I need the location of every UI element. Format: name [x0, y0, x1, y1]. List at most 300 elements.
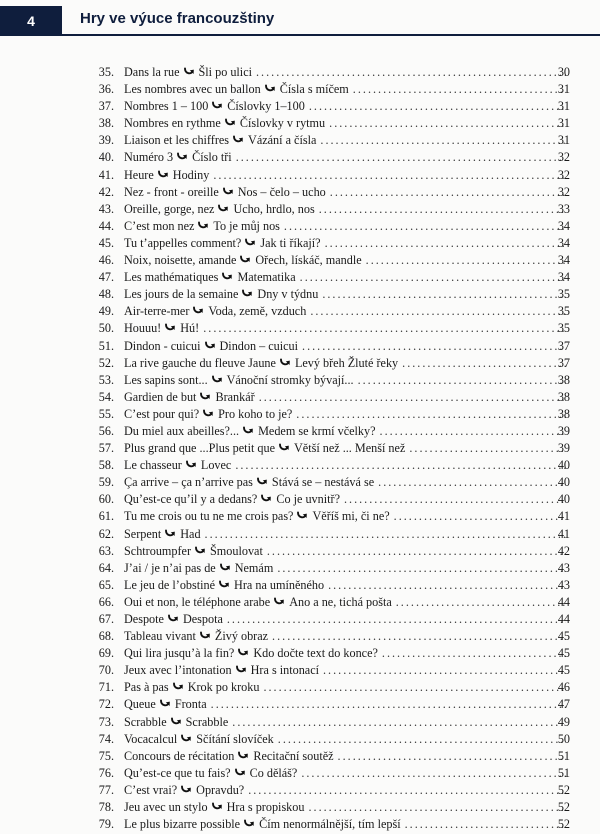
entry-french-title: Houuu! [124, 321, 162, 336]
curved-arrow-icon [280, 356, 291, 373]
entry-czech-title: Ucho, hrdlo, nos [233, 201, 315, 216]
curved-arrow-icon [212, 373, 223, 390]
curved-arrow-icon [223, 185, 234, 202]
entry-text [124, 491, 570, 508]
entry-czech-title: Hodiny [172, 167, 210, 182]
entry-text [124, 474, 570, 491]
entry-text [124, 406, 570, 423]
dot-leader [396, 594, 566, 611]
entry-text [124, 184, 570, 201]
entry-text [124, 98, 570, 115]
entry-czech-title: Čísla s míčem [279, 82, 349, 97]
entry-french-title: La rive gauche du fleuve Jaune [124, 355, 276, 370]
entry-number: 52. [98, 355, 114, 370]
entry-number: 60. [98, 492, 114, 507]
entry-text [124, 81, 570, 98]
curved-arrow-icon [181, 732, 192, 749]
dot-leader [328, 577, 566, 594]
entry-text [124, 338, 570, 355]
entry-french-title: Jeux avec l’intonation [124, 663, 232, 678]
entry-french-title: Air-terre-mer [124, 304, 190, 319]
entry-text [124, 269, 570, 286]
entry-number: 61. [98, 509, 114, 524]
entry-czech-title: Čím nenormálnější, tím lepší [259, 817, 401, 832]
toc-entry [0, 662, 600, 679]
dot-leader [277, 560, 566, 577]
entry-page-number: 42 [557, 543, 570, 558]
entry-czech-title: Hú! [180, 321, 200, 336]
entry-page-number: 52 [557, 782, 570, 797]
entry-french-title: Tu t’appelles comment? [124, 235, 242, 250]
entry-czech-title: Vázání a čísla [248, 133, 317, 148]
entry-french-title: Nombres 1 – 100 [124, 99, 209, 114]
toc-entry [0, 235, 600, 252]
curved-arrow-icon [235, 766, 246, 783]
entry-number: 39. [98, 133, 114, 148]
dot-leader [366, 252, 566, 269]
curved-arrow-icon [184, 65, 195, 82]
toc-entry [0, 184, 600, 201]
dot-leader [232, 714, 566, 731]
entry-french-title: Gardien de but [124, 389, 197, 404]
entry-page-number: 44 [557, 612, 570, 626]
entry-text [124, 201, 570, 218]
entry-number: 49. [98, 304, 114, 319]
curved-arrow-icon [225, 116, 236, 133]
curved-arrow-icon [168, 612, 179, 629]
toc-entry [0, 167, 600, 184]
toc-entry [0, 115, 600, 132]
entry-text [124, 423, 570, 440]
curved-arrow-icon [200, 629, 211, 646]
entry-number: 53. [98, 372, 114, 387]
entry-page-number: 32 [557, 150, 570, 165]
entry-number: 47. [98, 270, 114, 285]
toc-entry [0, 320, 600, 337]
dot-leader [310, 303, 566, 320]
entry-czech-title: Stává se – nestává se [271, 475, 375, 490]
toc-entry [0, 355, 600, 372]
dot-leader [358, 372, 566, 389]
entry-page-number: 38 [557, 372, 570, 387]
curved-arrow-icon [257, 475, 268, 492]
curved-arrow-icon [158, 168, 169, 185]
entry-page-number: 35 [557, 304, 570, 319]
entry-number: 73. [98, 714, 114, 729]
entry-number: 75. [98, 748, 114, 763]
entry-french-title: Dans la rue [124, 65, 180, 79]
entry-text [124, 765, 570, 782]
toc-entry [0, 440, 600, 457]
page-header [0, 6, 600, 36]
entry-number: 70. [98, 663, 114, 678]
curved-arrow-icon [240, 253, 251, 270]
dot-leader [344, 491, 566, 508]
dot-leader [330, 184, 566, 201]
entry-number: 64. [98, 560, 114, 575]
entry-number: 79. [98, 817, 114, 832]
entry-number: 48. [98, 287, 114, 302]
entry-page-number: 45 [557, 663, 570, 678]
curved-arrow-icon [218, 202, 229, 219]
dot-leader [382, 645, 566, 662]
entry-french-title: C’est pour qui? [124, 406, 200, 421]
toc-entry [0, 132, 600, 149]
dot-leader [296, 406, 566, 423]
toc-entry [0, 457, 600, 474]
entry-text [124, 679, 570, 696]
dot-leader [329, 115, 566, 132]
entry-french-title: Heure [124, 167, 154, 182]
entry-text [124, 355, 570, 372]
entry-text [124, 64, 570, 81]
entry-page-number: 51 [557, 765, 570, 780]
entry-text [124, 782, 570, 799]
toc-entry [0, 799, 600, 816]
entry-text [124, 235, 570, 252]
entry-page-number: 51 [557, 748, 570, 763]
entry-text [124, 577, 570, 594]
dot-leader [267, 543, 566, 560]
entry-french-title: Serpent [124, 526, 162, 541]
entry-czech-title: Vánoční stromky bývají... [226, 372, 354, 387]
toc-entry [0, 286, 600, 303]
toc-entry [0, 423, 600, 440]
entry-text [124, 799, 570, 816]
entry-number: 68. [98, 629, 114, 644]
entry-french-title: Qui lira jusqu’à la fin? [124, 646, 235, 661]
entry-french-title: Le chasseur [124, 458, 182, 473]
entry-number: 69. [98, 646, 114, 661]
curved-arrow-icon [219, 578, 230, 595]
entry-page-number: 41 [557, 526, 570, 541]
dot-leader [409, 440, 566, 457]
entry-czech-title: Brankář [215, 389, 255, 404]
entry-czech-title: Sčítání slovíček [196, 731, 274, 746]
entry-page-number: 47 [557, 697, 570, 712]
entry-french-title: Concours de récitation [124, 748, 235, 763]
toc-entry [0, 816, 600, 833]
entry-number: 65. [98, 577, 114, 592]
entry-french-title: Nombres en rythme [124, 116, 221, 131]
entry-czech-title: Matematika [237, 270, 296, 285]
entry-czech-title: Pro koho to je? [218, 406, 293, 421]
entry-french-title: Le plus bizarre possible [124, 817, 241, 832]
toc-entry [0, 201, 600, 218]
entry-text [124, 594, 570, 611]
entry-text [124, 560, 570, 577]
entry-page-number: 32 [557, 184, 570, 199]
entry-french-title: Noix, noisette, amande [124, 253, 237, 268]
dot-leader [211, 696, 566, 713]
entry-text [124, 303, 570, 320]
entry-number: 71. [98, 680, 114, 695]
entry-page-number: 43 [557, 560, 570, 575]
dot-leader [259, 389, 566, 406]
entry-number: 40. [98, 150, 114, 165]
entry-czech-title: Větší než ... Menší než [293, 441, 406, 456]
dot-leader [320, 132, 566, 149]
entry-text [124, 286, 570, 303]
entry-czech-title: Šmoulovat [210, 543, 263, 558]
toc-entry [0, 149, 600, 166]
entry-page-number: 32 [557, 167, 570, 182]
entry-czech-title: Živý obraz [214, 629, 269, 644]
entry-page-number: 52 [557, 817, 570, 832]
entry-czech-title: Hra na umíněného [234, 577, 325, 592]
curved-arrow-icon [233, 133, 244, 150]
entry-text [124, 731, 570, 748]
entry-french-title: Qu’est-ce qu’il y a dedans? [124, 492, 258, 507]
entry-number: 56. [98, 423, 114, 438]
curved-arrow-icon [220, 561, 231, 578]
entry-text [124, 252, 570, 269]
entry-number: 77. [98, 782, 114, 797]
entry-french-title: Liaison et les chiffres [124, 133, 230, 148]
entry-page-number: 44 [557, 594, 570, 609]
entry-czech-title: Despota [182, 612, 223, 626]
toc-entry [0, 508, 600, 525]
toc-entry [0, 765, 600, 782]
curved-arrow-icon [203, 407, 214, 424]
dot-leader [272, 628, 566, 645]
dot-leader [235, 457, 566, 474]
dot-leader [323, 662, 566, 679]
dot-leader [319, 201, 566, 218]
toc-entry [0, 696, 600, 713]
entry-text [124, 714, 570, 731]
entry-french-title: Du miel aux abeilles?... [124, 423, 240, 438]
curved-arrow-icon [243, 424, 254, 441]
entry-text [124, 440, 570, 457]
entry-text [124, 389, 570, 406]
entry-page-number: 31 [557, 99, 570, 114]
entry-french-title: Les mathématiques [124, 270, 219, 285]
toc-entry [0, 543, 600, 560]
dot-leader [300, 269, 566, 286]
entry-text [124, 662, 570, 679]
entry-czech-title: Scrabble [185, 714, 229, 729]
toc-entry [0, 645, 600, 662]
dot-leader [213, 167, 566, 184]
toc-entry [0, 81, 600, 98]
curved-arrow-icon [181, 783, 192, 800]
curved-arrow-icon [244, 817, 255, 834]
entry-czech-title: Věříš mi, či ne? [312, 509, 390, 524]
dot-leader [338, 748, 566, 765]
entry-text [124, 132, 570, 149]
toc-entry [0, 560, 600, 577]
entry-czech-title: Opravdu? [196, 782, 245, 797]
toc-entry [0, 474, 600, 491]
dot-leader [322, 286, 566, 303]
entry-page-number: 30 [557, 65, 570, 79]
toc-entry [0, 303, 600, 320]
entry-page-number: 37 [557, 355, 570, 370]
entry-number: 44. [98, 218, 114, 233]
curved-arrow-icon [186, 458, 197, 475]
entry-number: 72. [98, 697, 114, 712]
entry-czech-title: Číslovky 1–100 [227, 99, 305, 114]
entry-number: 36. [98, 82, 114, 97]
header-rule [62, 34, 600, 36]
entry-page-number: 35 [557, 321, 570, 336]
entry-french-title: Pas à pas [124, 680, 169, 695]
curved-arrow-icon [222, 270, 233, 287]
entry-text [124, 645, 570, 662]
dot-leader [227, 611, 566, 628]
dot-leader [203, 320, 566, 337]
dot-leader [405, 816, 566, 833]
entry-text [124, 508, 570, 525]
entry-page-number: 41 [557, 509, 570, 524]
entry-french-title: Scrabble [124, 714, 167, 729]
dot-leader [309, 98, 566, 115]
dot-leader [308, 799, 566, 816]
entry-czech-title: Co je uvnitř? [276, 492, 340, 507]
entry-french-title: C’est mon nez [124, 218, 195, 233]
entry-page-number: 43 [557, 577, 570, 592]
dot-leader [236, 149, 566, 166]
toc-entry [0, 577, 600, 594]
entry-french-title: Qu’est-ce que tu fais? [124, 765, 231, 780]
dot-leader [301, 765, 566, 782]
entry-text [124, 696, 570, 713]
entry-text [124, 167, 570, 184]
entry-french-title: Les sapins sont... [124, 372, 208, 387]
dot-leader [394, 508, 566, 525]
chapter-title: Hry ve výuce francouzštiny [80, 10, 275, 27]
table-of-contents [0, 64, 600, 833]
entry-page-number: 40 [557, 492, 570, 507]
curved-arrow-icon [212, 99, 223, 116]
entry-czech-title: To je můj nos [213, 218, 280, 233]
entry-text [124, 149, 570, 166]
entry-french-title: Les nombres avec un ballon [124, 82, 261, 97]
dot-leader [402, 355, 566, 372]
entry-french-title: J’ai / je n’ai pas de [124, 560, 216, 575]
entry-page-number: 39 [557, 423, 570, 438]
curved-arrow-icon [195, 544, 206, 561]
entry-number: 58. [98, 458, 114, 473]
entry-french-title: Schtroumpfer [124, 543, 192, 558]
entry-czech-title: Lovec [200, 458, 232, 473]
entry-french-title: Tu me crois ou tu ne me crois pas? [124, 509, 294, 524]
curved-arrow-icon [261, 492, 272, 509]
entry-czech-title: Voda, země, vzduch [208, 304, 307, 319]
dot-leader [263, 679, 566, 696]
entry-number: 74. [98, 731, 114, 746]
entry-french-title: Plus grand que ...Plus petit que [124, 441, 275, 456]
entry-czech-title: Co děláš? [249, 765, 298, 780]
toc-entry [0, 594, 600, 611]
toc-entry [0, 406, 600, 423]
entry-number: 45. [98, 235, 114, 250]
toc-entry [0, 526, 600, 543]
dot-leader [205, 526, 566, 543]
toc-entry [0, 338, 600, 355]
curved-arrow-icon [242, 287, 253, 304]
entry-number: 35. [98, 65, 114, 79]
curved-arrow-icon [274, 595, 285, 612]
entry-czech-title: Recitační soutěž [253, 748, 334, 763]
entry-czech-title: Nos – čelo – ucho [237, 184, 326, 199]
entry-page-number: 40 [557, 475, 570, 490]
entry-number: 42. [98, 184, 114, 199]
curved-arrow-icon [238, 749, 249, 766]
entry-czech-title: Had [180, 526, 201, 541]
curved-arrow-icon [177, 150, 188, 167]
dot-leader [380, 423, 566, 440]
entry-page-number: 34 [557, 253, 570, 268]
entry-page-number: 46 [557, 680, 570, 695]
entry-french-title: Queue [124, 697, 156, 712]
entry-page-number: 45 [557, 629, 570, 644]
curved-arrow-icon [198, 219, 209, 236]
entry-page-number: 40 [557, 458, 570, 473]
curved-arrow-icon [173, 680, 184, 697]
entry-page-number: 37 [557, 338, 570, 353]
entry-number: 66. [98, 594, 114, 609]
entry-text [124, 218, 570, 235]
entry-text [124, 748, 570, 765]
toc-entry [0, 714, 600, 731]
curved-arrow-icon [160, 697, 171, 714]
entry-czech-title: Dny v týdnu [257, 287, 319, 302]
entry-page-number: 34 [557, 218, 570, 233]
entry-text [124, 372, 570, 389]
page-number: 4 [0, 6, 62, 36]
entry-czech-title: Šli po ulici [198, 65, 252, 79]
toc-entry [0, 611, 600, 628]
entry-page-number: 52 [557, 800, 570, 815]
entry-page-number: 49 [557, 714, 570, 729]
curved-arrow-icon [193, 304, 204, 321]
entry-czech-title: Krok po kroku [187, 680, 260, 695]
toc-entry [0, 389, 600, 406]
entry-page-number: 33 [557, 201, 570, 216]
entry-number: 59. [98, 475, 114, 490]
entry-number: 62. [98, 526, 114, 541]
entry-number: 55. [98, 406, 114, 421]
toc-entry [0, 252, 600, 269]
toc-entry [0, 98, 600, 115]
curved-arrow-icon [165, 321, 176, 338]
entry-number: 78. [98, 800, 114, 815]
entry-french-title: Despote [124, 612, 164, 626]
entry-number: 51. [98, 338, 114, 353]
entry-number: 41. [98, 167, 114, 182]
dot-leader [284, 218, 566, 235]
dot-leader [325, 235, 566, 252]
entry-french-title: Numéro 3 [124, 150, 174, 165]
entry-number: 76. [98, 765, 114, 780]
entry-french-title: Les jours de la semaine [124, 287, 239, 302]
entry-number: 63. [98, 543, 114, 558]
toc-entry [0, 679, 600, 696]
entry-number: 57. [98, 441, 114, 456]
curved-arrow-icon [265, 82, 276, 99]
entry-french-title: C’est vrai? [124, 782, 178, 797]
entry-page-number: 34 [557, 270, 570, 285]
dot-leader [302, 338, 566, 355]
toc-entry [0, 491, 600, 508]
dot-leader [278, 731, 566, 748]
entry-number: 37. [98, 99, 114, 114]
entry-czech-title: Hra s propiskou [226, 800, 305, 815]
entry-french-title: Oreille, gorge, nez [124, 201, 215, 216]
toc-entry [0, 218, 600, 235]
